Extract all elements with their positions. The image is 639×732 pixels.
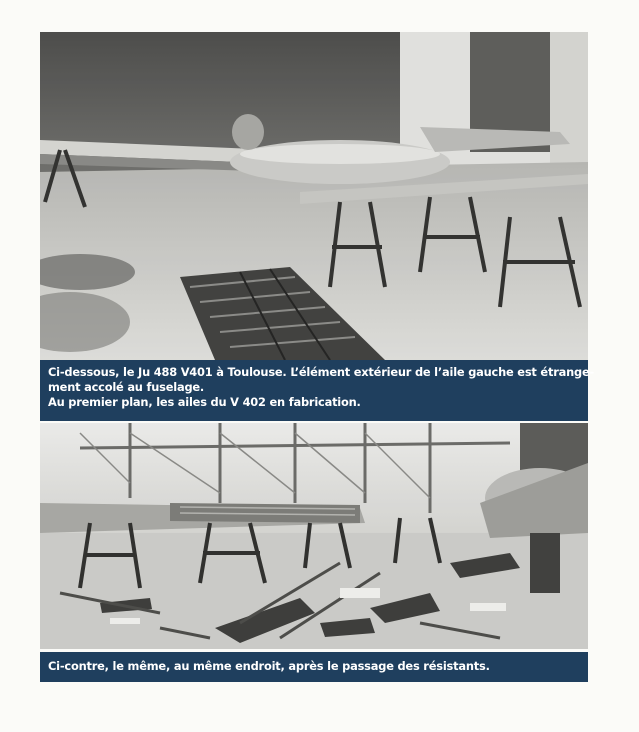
caption-top-line-1: Ci-dessous, le Ju 488 V401 à Toulouse. L’élément extérieur de l’aile gauche est étrange-: [48, 365, 595, 379]
caption-top-line-3: Au premier plan, les ailes du V 402 en fabrication.: [48, 395, 361, 409]
destroyed-hangar-photo-image: [40, 423, 588, 649]
caption-bottom-line-1: Ci-contre, le même, au même endroit, après le passage des résistants.: [48, 659, 490, 673]
caption-top: [40, 360, 595, 421]
hangar-aircraft-photo-image: [40, 32, 588, 360]
caption-top-line-2: ment accolé au fuselage.: [48, 380, 205, 394]
destroyed-hangar-photo: [40, 423, 588, 649]
caption-bottom: [40, 652, 588, 682]
hangar-aircraft-photo: [40, 32, 588, 360]
